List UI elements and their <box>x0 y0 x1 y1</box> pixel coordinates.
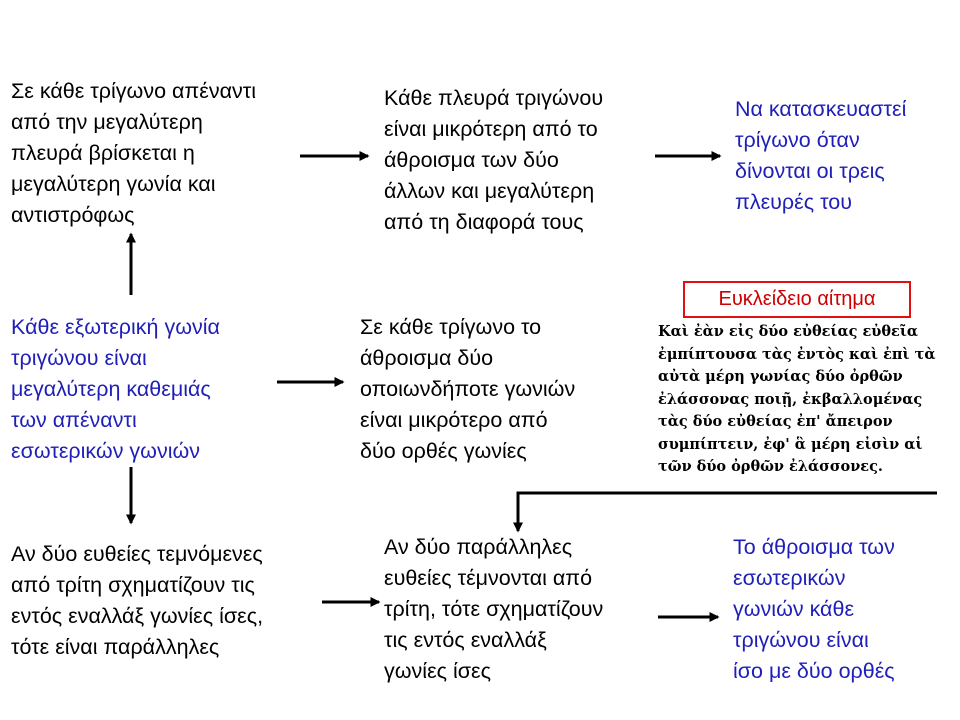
theorem-largest-side-angle: Σε κάθε τρίγωνο απέναντι από την μεγαλύτερη πλευρά βρίσκεται η μεγαλύτερη γωνία και αντιστρόφως <box>11 79 257 227</box>
arrow-euclid-to-bottom-middle <box>518 493 937 531</box>
theorem-exterior-angle: Κάθε εξωτερική γωνία τριγώνου είναι μεγαλύτερη καθεμιάς των απέναντι εσωτερικών γωνιών <box>11 315 220 463</box>
theorem-two-angles-less-than-two-right: Σε κάθε τρίγωνο το άθροισμα δύο οποιωνδήποτε γωνιών είναι μικρότερο από δύο ορθές γωνίες <box>360 315 576 463</box>
construction-triangle-three-sides: Να κατασκευαστεί τρίγωνο όταν δίνονται οι τρεις πλευρές του <box>735 97 907 214</box>
theorem-angle-sum-two-right: Το άθροισμα των εσωτερικών γωνιών κάθε τριγώνου είναι ίσο με δύο ορθές <box>733 535 895 683</box>
theorem-parallels-alternate-angles: Αν δύο παράλληλες ευθείες τέμνονται από τρίτη, τότε σχηματίζουν τις εντός εναλλάξ γωνίες ίσες <box>384 535 604 683</box>
euclid-postulate-title: Ευκλείδειο αίτημα <box>683 281 911 318</box>
euclid-postulate-text: Καὶ ἐὰν εἰς δύο εὐθείας εὐθεῖα ἐμπίπτουσα τὰς ἐντὸς καὶ ἐπὶ τὰ αὐτὰ μέρη γωνίας δύο ὀρθῶν ἐλάσσονας ποιῇ, ἐκβαλλομένας τὰς δύο εὐθείας ἐπ' ἄπειρον συμπίπτειν, ἐφ' ἃ μέρη εἰσὶν αἱ τῶν δύο ὀρθῶν ἐλάσσονες. <box>658 323 936 475</box>
theorem-alternate-angles-parallel: Αν δύο ευθείες τεμνόμενες από τρίτη σχηματίζουν τις εντός εναλλάξ γωνίες ίσες, τότε είναι παράλληλες <box>11 542 264 659</box>
theorem-triangle-inequality: Κάθε πλευρά τριγώνου είναι μικρότερη από το άθροισμα των δύο άλλων και μεγαλύτερη από τη διαφορά τους <box>384 86 604 234</box>
